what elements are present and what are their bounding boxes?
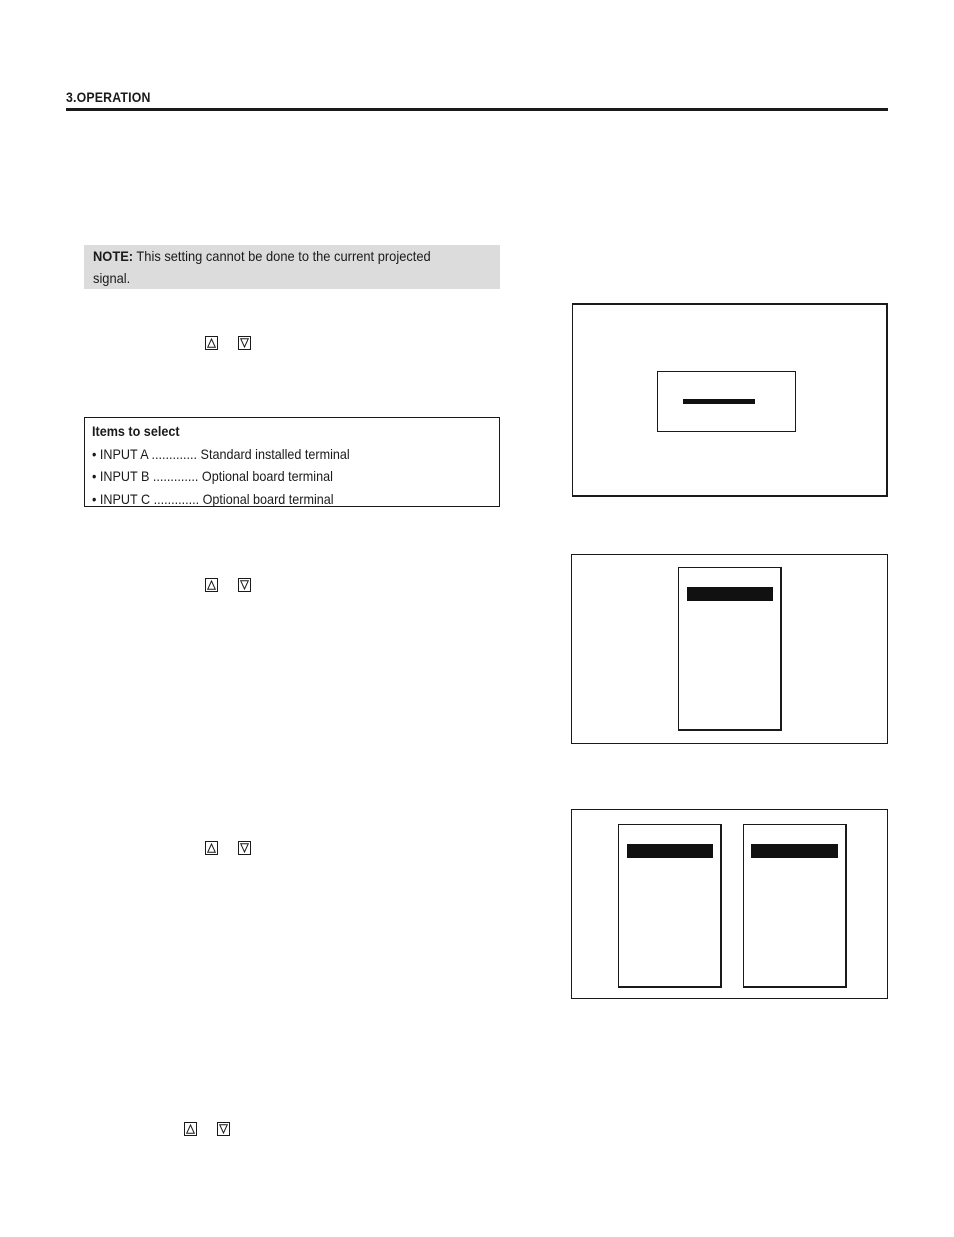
down-arrow-key-icon xyxy=(238,578,251,592)
highlight-bar xyxy=(627,844,713,858)
note-label: NOTE: xyxy=(93,248,134,264)
arrow-keys-step-3 xyxy=(205,841,251,855)
up-arrow-key-icon xyxy=(205,841,218,855)
menu-illustration-right xyxy=(743,824,847,988)
items-to-select-title: Items to select xyxy=(92,423,180,439)
screen-illustration-3 xyxy=(571,809,888,999)
list-item: • INPUT B ............. Optional board terminal xyxy=(92,468,333,484)
highlight-bar xyxy=(683,399,755,404)
up-arrow-key-icon xyxy=(205,578,218,592)
screen-illustration-2 xyxy=(571,554,888,744)
item-label: INPUT C xyxy=(99,490,151,507)
highlight-bar xyxy=(687,587,773,601)
list-item: • INPUT C ............. Optional board terminal xyxy=(92,490,334,507)
item-description: Standard installed terminal xyxy=(200,445,350,462)
arrow-keys-step-1 xyxy=(205,336,251,350)
note-body-continued: signal. xyxy=(93,270,131,286)
arrow-keys-step-4 xyxy=(184,1122,230,1136)
down-arrow-key-icon xyxy=(238,336,251,350)
section-header: 3.OPERATION xyxy=(66,89,151,105)
menu-illustration xyxy=(678,567,782,731)
screen-illustration-1 xyxy=(572,303,888,497)
note-box xyxy=(84,245,500,289)
up-arrow-key-icon xyxy=(205,336,218,350)
item-description: Optional board terminal xyxy=(201,468,333,484)
note-body: This setting cannot be done to the current projected xyxy=(133,248,431,264)
item-description: Optional board terminal xyxy=(202,490,334,507)
arrow-keys-step-2 xyxy=(205,578,251,592)
items-to-select-box xyxy=(84,417,500,507)
item-label: INPUT B xyxy=(99,468,150,484)
note-text xyxy=(93,245,489,289)
down-arrow-key-icon xyxy=(217,1122,230,1136)
menu-illustration-left xyxy=(618,824,722,988)
dialog-illustration xyxy=(657,371,796,432)
highlight-bar xyxy=(751,844,838,858)
up-arrow-key-icon xyxy=(184,1122,197,1136)
header-rule xyxy=(66,108,888,111)
down-arrow-key-icon xyxy=(238,841,251,855)
item-label: INPUT A xyxy=(99,445,149,462)
list-item: • INPUT A ............. Standard installed terminal xyxy=(92,445,350,462)
